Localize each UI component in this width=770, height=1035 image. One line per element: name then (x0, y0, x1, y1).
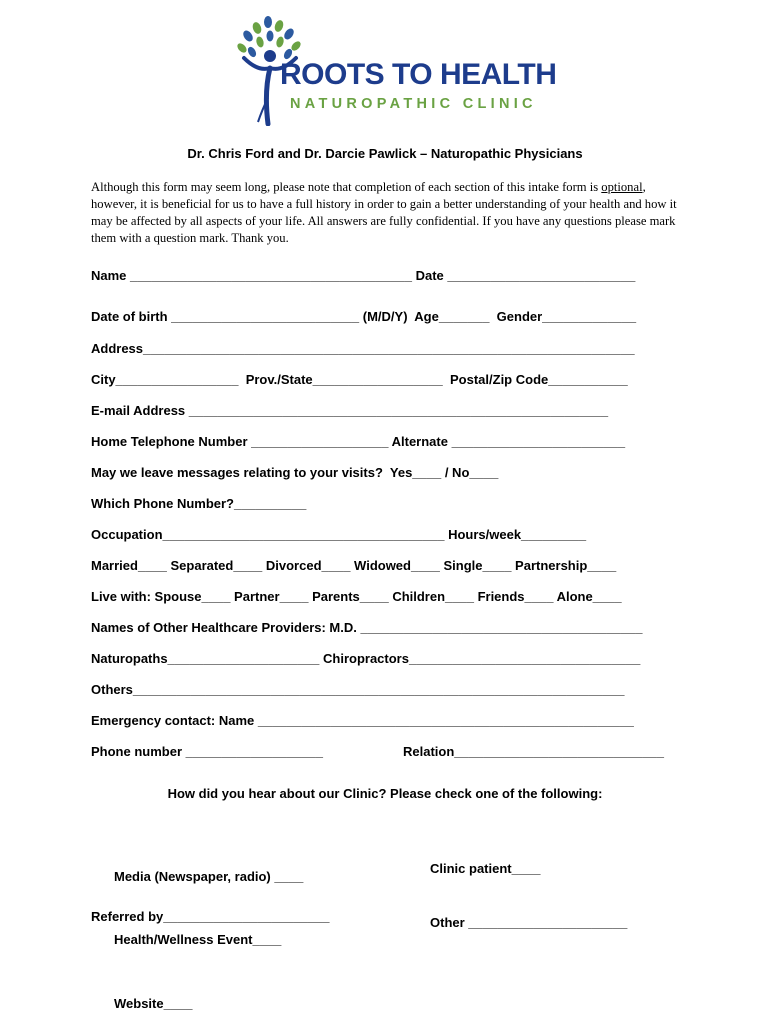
emergency-contact-field[interactable]: Emergency contact: Name ____________________________________________________ (91, 713, 634, 728)
clinic-logo (232, 14, 557, 126)
others-field[interactable]: Others____________________________________________________________________ (91, 682, 625, 697)
intro-text-2: , however, it is beneficial for us to have a full history in order to gain a better understanding of your health and how it may be affected by all aspects of your life. All answers are fully confidential. If you have any questions please mark them with a question mark. Thank you. (91, 180, 677, 245)
phone-number-field[interactable]: Phone number ___________________ (91, 744, 323, 759)
leave-messages-field[interactable]: May we leave messages relating to your visits? Yes____ / No____ (91, 465, 499, 480)
intro-text-1: Although this form may seem long, please note that completion of each section of this intake form is (91, 180, 599, 194)
marital-status-field[interactable]: Married____ Separated____ Divorced____ Widowed____ Single____ Partnership____ (91, 558, 617, 573)
option-website[interactable]: Website____ (114, 996, 193, 1011)
phone-field[interactable]: Home Telephone Number ___________________ Alternate ________________________ (91, 434, 626, 449)
referred-by-field[interactable]: Referred by_______________________ (91, 909, 330, 924)
intro-paragraph (91, 179, 681, 247)
occupation-field[interactable]: Occupation_______________________________________ Hours/week_________ (91, 527, 587, 542)
hear-about-right-options (430, 824, 627, 950)
logo-title: ROOTS TO HEALTH (280, 58, 557, 91)
which-phone-field[interactable]: Which Phone Number?__________ (91, 496, 307, 511)
email-field[interactable]: E-mail Address __________________________________________________________ (91, 403, 609, 418)
option-clinic-patient[interactable]: Clinic patient____ (430, 861, 541, 876)
city-prov-postal-field[interactable]: City_________________ Prov./State__________________ Postal/Zip Code___________ (91, 372, 628, 387)
naturopaths-chiropractors-field[interactable]: Naturopaths_____________________ Chiropractors________________________________ (91, 651, 641, 666)
page-title: Dr. Chris Ford and Dr. Darcie Pawlick – Naturopathic Physicians (187, 146, 583, 161)
option-health-event[interactable]: Health/Wellness Event____ (114, 932, 282, 947)
intro-optional: optional (601, 180, 643, 194)
hear-about-left-options (114, 824, 303, 1035)
healthcare-providers-field[interactable]: Names of Other Healthcare Providers: M.D. _______________________________________ (91, 620, 643, 635)
logo-subtitle: NATUROPATHIC CLINIC (290, 96, 537, 112)
dob-age-gender-field[interactable]: Date of birth __________________________ (M/D/Y) Age_______ Gender_____________ (91, 309, 637, 324)
name-date-field[interactable]: Name _______________________________________ Date __________________________ (91, 268, 636, 283)
hear-about-question: How did you hear about our Clinic? Please check one of the following: (167, 786, 603, 801)
relation-field[interactable]: Relation_____________________________ (403, 744, 664, 759)
option-media[interactable]: Media (Newspaper, radio) ____ (114, 869, 304, 884)
address-field[interactable]: Address____________________________________________________________________ (91, 341, 635, 356)
option-other[interactable]: Other ______________________ (430, 915, 628, 930)
live-with-field[interactable]: Live with: Spouse____ Partner____ Parents____ Children____ Friends____ Alone____ (91, 589, 622, 604)
